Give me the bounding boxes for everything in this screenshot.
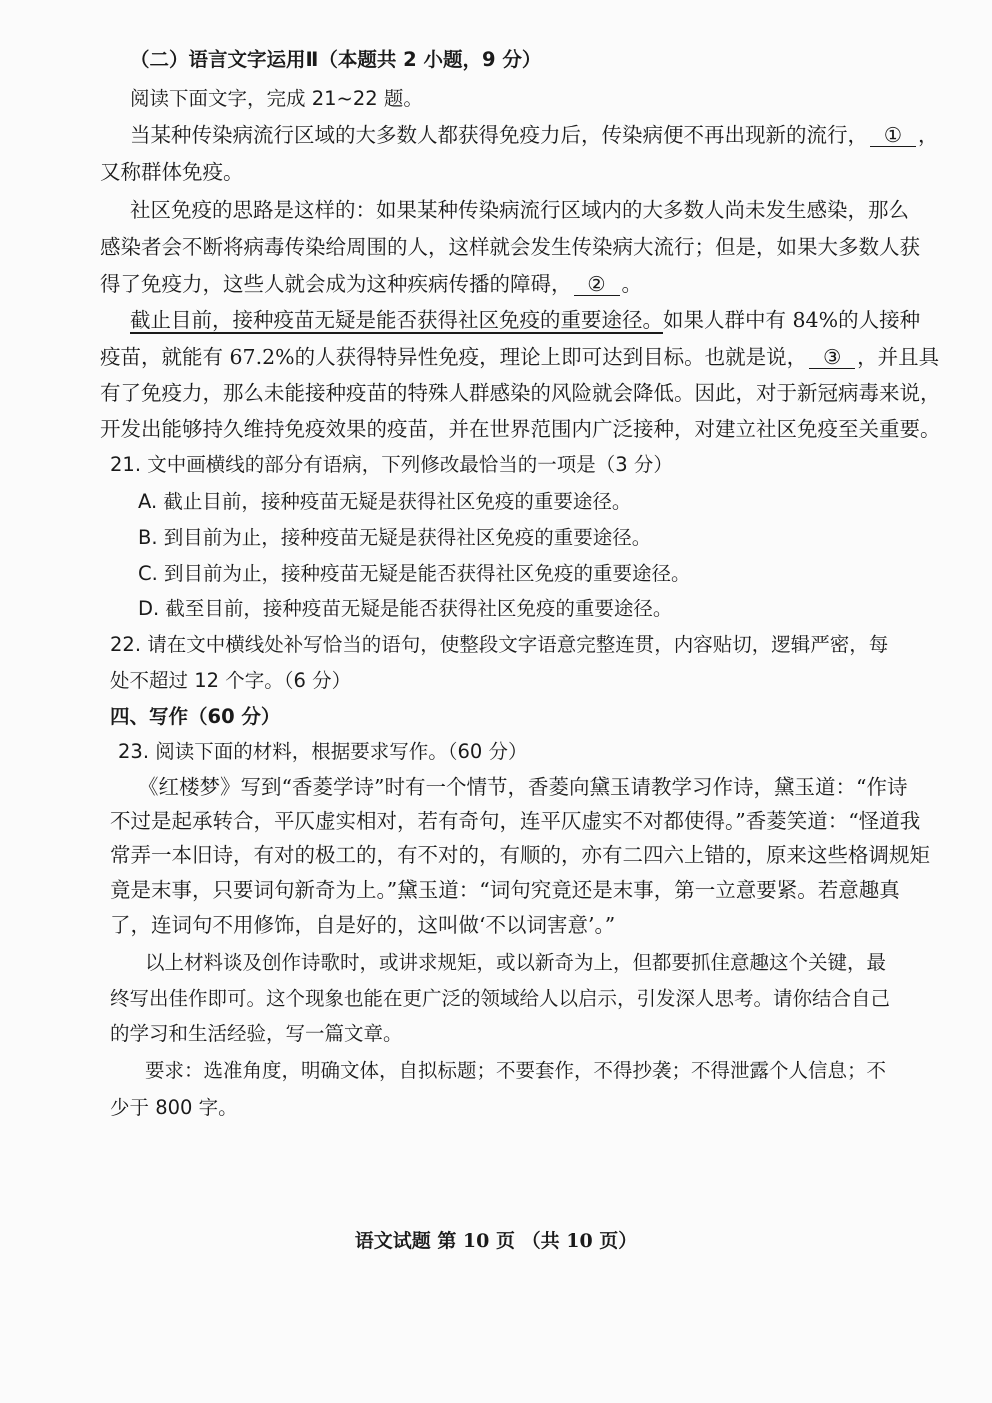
question-21-option-c: C. 到目前为止，接种疫苗无疑是能否获得社区免疫的重要途径。	[138, 562, 691, 585]
passage-p1-line2: 又称群体免疫。	[100, 160, 244, 184]
material-line1: 《红楼梦》写到“香菱学诗”时有一个情节，香菱向黛玉请教学习作诗，黛玉道：“作诗	[138, 775, 908, 799]
passage-p3-line3: 有了免疫力，那么未能接种疫苗的特殊人群感染的风险就会降低。因此，对于新冠病毒来说，	[100, 381, 941, 405]
section-heading: （二）语言文字运用Ⅱ（本题共 2 小题，9 分）	[130, 48, 542, 71]
passage-p1-line1	[130, 120, 939, 150]
passage-p3-line4: 开发出能够持久维持免疫效果的疫苗，并在世界范围内广泛接种，对建立社区免疫至关重要。	[100, 417, 941, 441]
page-footer: 语文试题 第 10 页 （共 10 页）	[354, 1230, 638, 1252]
question-23-stem: 23. 阅读下面的材料，根据要求写作。（60 分）	[118, 740, 528, 763]
passage-text: 疫苗，就能有 67.2%的人获得特异性免疫，理论上即可达到目标。也就是说，	[100, 345, 808, 369]
passage-p2-line3	[100, 269, 642, 299]
passage-p2-line1: 社区免疫的思路是这样的：如果某种传染病流行区域内的大多数人尚未发生感染，那么	[130, 198, 909, 222]
material-line4: 竟是末事，只要词句新奇为上。”黛玉道：“词句究竟还是末事，第一立意要紧。若意趣真	[110, 878, 900, 902]
blank-3: ③	[809, 346, 855, 369]
task-line3: 的学习和生活经验，写一篇文章。	[110, 1022, 403, 1045]
question-21-option-d: D. 截至目前，接种疫苗无疑是能否获得社区免疫的重要途径。	[138, 597, 673, 620]
passage-text: 得了免疫力，这些人就会成为这种疾病传播的障碍，	[100, 272, 572, 296]
reading-instruction: 阅读下面文字，完成 21~22 题。	[130, 87, 423, 110]
question-22-stem-line1: 22. 请在文中横线处补写恰当的语句，使整段文字语意完整连贯，内容贴切，逻辑严密，每	[110, 633, 889, 656]
blank-2: ②	[574, 273, 620, 296]
requirements-line1: 要求：选准角度，明确文体，自拟标题；不要套作，不得抄袭；不得泄露个人信息；不	[145, 1059, 887, 1082]
question-22-stem-line2: 处不超过 12 个字。（6 分）	[110, 669, 352, 692]
underlined-sentence: 截止目前，接种疫苗无疑是能否获得社区免疫的重要途径。	[130, 308, 663, 332]
material-line3: 常弄一本旧诗，有对的极工的，有不对的，有顺的，亦有二四六上错的，原来这些格调规矩	[110, 843, 930, 867]
passage-text: 当某种传染病流行区域的大多数人都获得免疫力后，传染病便不再出现新的流行，	[130, 123, 868, 147]
passage-text: 。	[621, 272, 642, 296]
question-21-option-a: A. 截止目前，接种疫苗无疑是获得社区免疫的重要途径。	[138, 490, 632, 513]
writing-section-heading: 四、写作（60 分）	[110, 705, 281, 728]
passage-p3-line1	[130, 305, 920, 335]
blank-1: ①	[870, 124, 916, 147]
requirements-line2: 少于 800 字。	[110, 1096, 238, 1119]
question-21-stem: 21. 文中画横线的部分有语病，下列修改最恰当的一项是（3 分）	[110, 453, 673, 476]
passage-text: ，并且具	[857, 345, 940, 369]
passage-p2-line2: 感染者会不断将病毒传染给周围的人，这样就会发生传染病大流行；但是，如果大多数人获	[100, 235, 920, 259]
passage-text: 如果人群中有 84%的人接种	[663, 308, 921, 332]
task-line2: 终写出佳作即可。这个现象也能在更广泛的领域给人以启示，引发深人思考。请你结合自己	[110, 987, 891, 1010]
passage-text: ，	[918, 123, 939, 147]
question-21-option-b: B. 到目前为止，接种疫苗无疑是获得社区免疫的重要途径。	[138, 526, 652, 549]
material-line2: 不过是起承转合，平仄虚实相对，若有奇句，连平仄虚实不对都使得。”香菱笑道：“怪道我	[110, 809, 921, 833]
material-line5: 了，连词句不用修饰，自是好的，这叫做‘不以词害意’。”	[110, 913, 616, 937]
passage-p3-line2	[100, 342, 939, 372]
task-line1: 以上材料谈及创作诗歌时，或讲求规矩，或以新奇为上，但都要抓住意趣这个关键，最	[145, 951, 887, 974]
